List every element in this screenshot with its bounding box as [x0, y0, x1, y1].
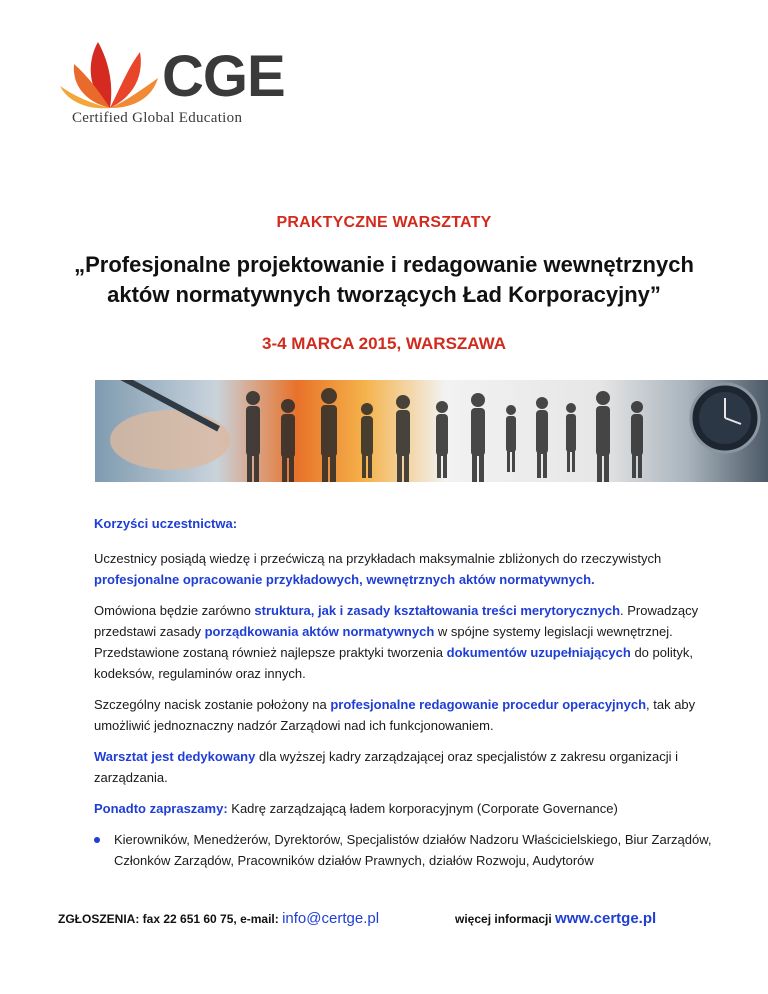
paragraph-1	[94, 548, 730, 590]
bullet-icon	[94, 837, 100, 843]
paragraph-4	[94, 746, 730, 788]
footer-contact	[58, 910, 379, 927]
event-title	[40, 250, 728, 309]
logo-subtitle: Certified Global Education	[72, 110, 243, 126]
footer-more-label: więcej informacji	[455, 912, 556, 926]
p2-text-3: w spójne systemy legislacji wewnętrznej. Przedstawione zostaną również najlepsze praktyki tworzenia	[94, 624, 673, 660]
p2-text-4: do polityk, kodeksów, regulaminów oraz innych.	[94, 645, 693, 681]
audience-list	[94, 829, 730, 871]
logo-wordmark: CGE	[162, 44, 285, 109]
lotus-flower-icon	[58, 38, 162, 110]
benefits-heading: Korzyści uczestnictwa:	[94, 516, 238, 531]
list-item-text: Kierowników, Menedżerów, Dyrektorów, Specjalistów działów Nadzoru Właścicielskiego, Biur Zarządów, Członków Zarządów, Pracowników działów Prawnych, działów Rozwoju, Audytorów	[114, 832, 712, 868]
p5-highlight-1: Ponadto zapraszamy:	[94, 801, 228, 816]
website-link[interactable]: www.certge.pl	[555, 910, 657, 927]
p3-highlight-1: profesjonalne redagowanie procedur operacyjnych	[330, 697, 647, 712]
content-body	[94, 513, 730, 871]
business-people-banner-image	[95, 380, 768, 482]
event-kicker: PRAKTYCZNE WARSZTATY	[276, 214, 492, 231]
p5-text-1: Kadrę zarządzającą ładem korporacyjnym (Corporate Governance)	[227, 801, 618, 816]
p3-text-1: Szczególny nacisk zostanie położony na	[94, 697, 331, 712]
p3-text-2: , tak aby umożliwić jednoznaczny nadzór Zarządowi nad ich funkcjonowaniem.	[94, 697, 696, 733]
email-link[interactable]: info@certge.pl	[282, 910, 380, 927]
footer-more-info	[455, 910, 656, 927]
paragraph-3	[94, 694, 730, 736]
event-date: 3-4 MARCA 2015, WARSZAWA	[261, 334, 507, 353]
cge-logo	[58, 38, 285, 130]
paragraph-2	[94, 600, 730, 684]
paragraph-5	[94, 798, 730, 819]
event-title-line2: aktów normatywnych tworzących Ład Korporacyjny”	[107, 281, 661, 307]
p2-highlight-3: dokumentów uzupełniających	[446, 645, 631, 660]
p2-highlight-1: struktura, jak i zasady kształtowania treści merytorycznych	[254, 603, 621, 618]
footer-contact-label: ZGŁOSZENIA: fax 22 651 60 75, e-mail:	[58, 912, 283, 926]
p2-text-1: Omówiona będzie zarówno	[94, 603, 255, 618]
event-title-line1: „Profesjonalne projektowanie i redagowanie wewnętrznych	[74, 252, 694, 277]
p4-highlight-1: Warsztat jest dedykowany	[94, 749, 256, 764]
p4-text-1: dla wyższej kadry zarządzającej oraz specjalistów z zakresu organizacji i zarządzania.	[94, 749, 679, 785]
p1-highlight-1: profesjonalne opracowanie przykładowych, wewnętrznych aktów normatywnych.	[94, 572, 595, 587]
p1-text-1: Uczestnicy posiądą wiedzę i przećwiczą na przykładach maksymalnie zbliżonych do rzeczywistych	[94, 551, 662, 566]
p2-highlight-2: porządkowania aktów normatywnych	[204, 624, 435, 639]
p2-text-2: . Prowadzący przedstawi zasady	[94, 603, 699, 639]
list-item	[94, 829, 730, 871]
